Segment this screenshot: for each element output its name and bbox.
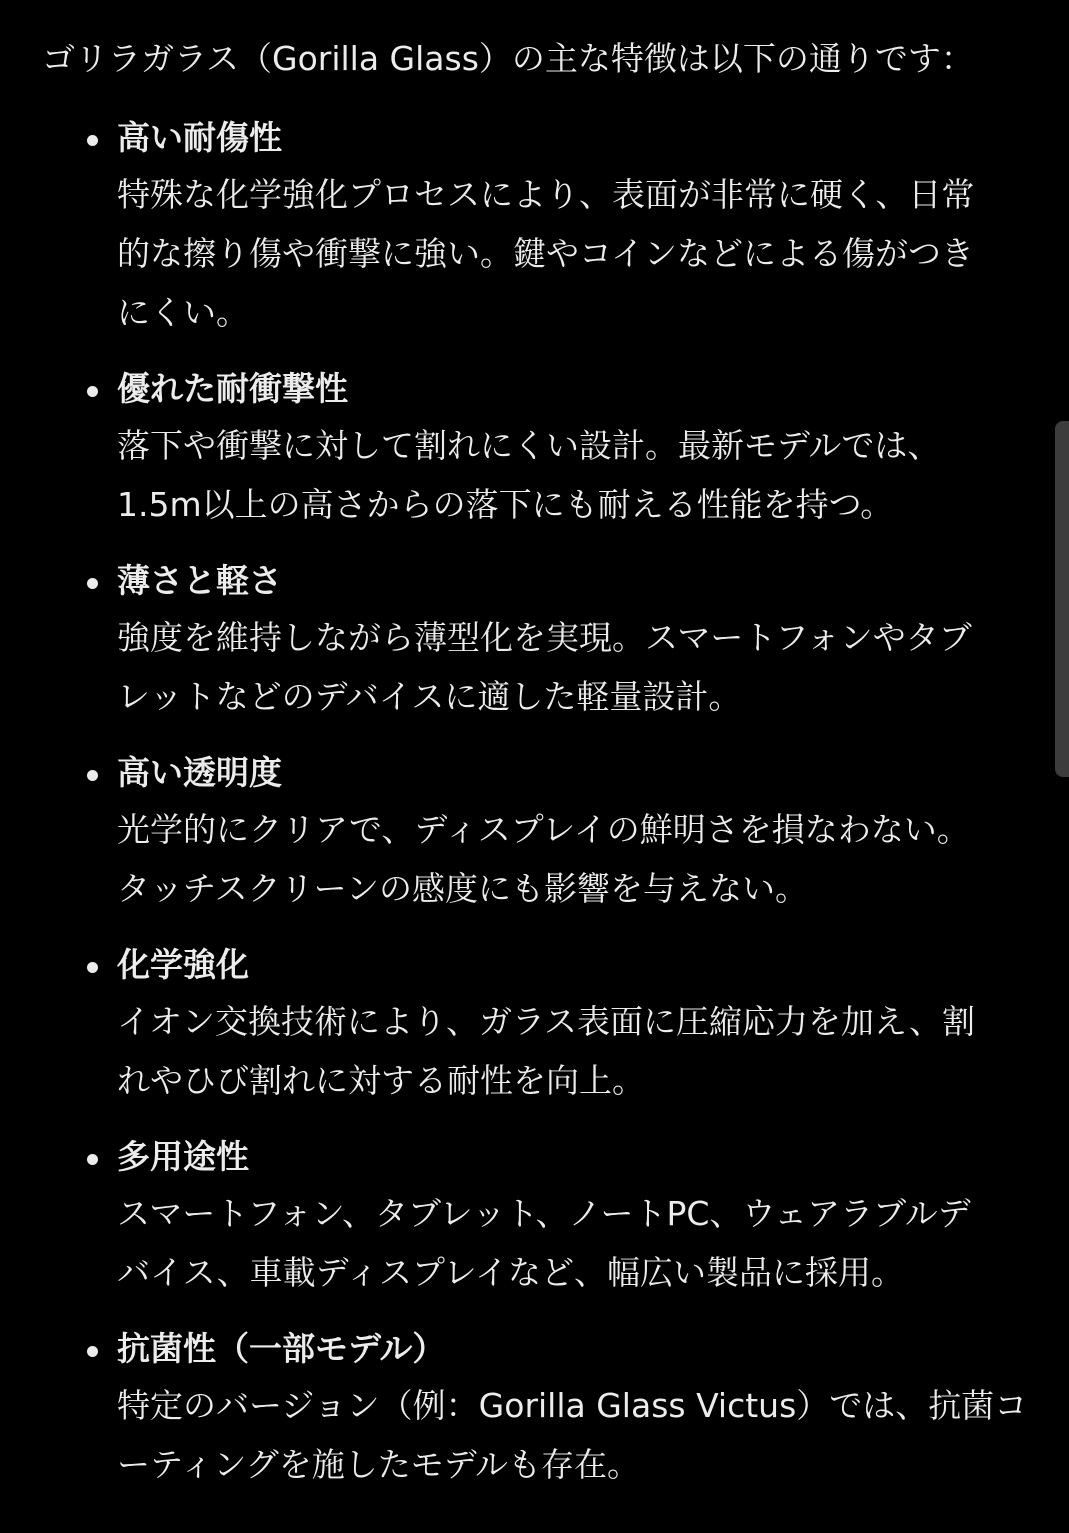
description-line: 落下や衝撃に対して割れにくい設計。最新モデルでは、 [117,426,941,465]
bullet-icon [87,386,98,397]
description-line: 特定のバージョン（例：Gorilla Glass Victus）では、抗菌コ [117,1386,1028,1425]
bullet-icon [87,1346,98,1357]
list-item [42,364,1032,534]
description-line: 1.5m以上の高さからの落下にも耐える性能を持つ。 [117,485,894,524]
bullet-icon [87,135,98,146]
description-line: スマートフォン、タブレット、ノートPC、ウェアラブルデ [117,1194,971,1233]
feature-description [117,800,1032,918]
feature-description [117,992,1032,1110]
feature-title: 高い透明度 [117,753,282,792]
feature-list [42,113,1032,1494]
bullet-icon [87,962,98,973]
feature-description [117,1376,1032,1494]
feature-title: 多用途性 [117,1137,249,1176]
list-item [42,556,1032,726]
feature-title: 化学強化 [117,945,249,984]
message-content [42,34,1032,1516]
list-item [42,1324,1032,1494]
list-item [42,748,1032,918]
description-line: レットなどのデバイスに適した軽量設計。 [117,677,742,716]
feature-description [117,416,1032,534]
description-line: 強度を維持しながら薄型化を実現。スマートフォンやタブ [117,618,972,657]
description-line: 的な擦り傷や衝撃に強い。鍵やコインなどによる傷がつき [117,234,975,273]
description-line: イオン交換技術により、ガラス表面に圧縮応力を加え、割 [117,1002,975,1041]
description-line: にくい。 [117,293,249,332]
bullet-icon [87,578,98,589]
feature-title: 優れた耐衝撃性 [117,369,348,408]
feature-description [117,165,1032,342]
description-line: バイス、車載ディスプレイなど、幅広い製品に採用。 [117,1253,905,1292]
list-item [42,940,1032,1110]
feature-title: 抗菌性（一部モデル） [117,1329,446,1368]
feature-title: 高い耐傷性 [117,118,282,157]
description-line: 光学的にクリアで、ディスプレイの鮮明さを損なわない。 [117,810,970,849]
intro-text: ゴリラガラス（Gorilla Glass）の主な特徴は以下の通りです： [42,39,974,78]
feature-title: 薄さと軽さ [117,561,282,600]
scrollbar-thumb[interactable] [1055,421,1069,777]
feature-description [117,608,1032,726]
description-line: 特殊な化学強化プロセスにより、表面が非常に硬く、日常 [117,175,975,214]
bullet-icon [87,770,98,781]
description-line: れやひび割れに対する耐性を向上。 [117,1061,645,1100]
description-line: ーティングを施したモデルも存在。 [117,1445,641,1484]
bullet-icon [87,1154,98,1165]
feature-description [117,1184,1032,1302]
description-line: タッチスクリーンの感度にも影響を与えない。 [117,869,809,908]
list-item [42,113,1032,342]
list-item [42,1132,1032,1302]
